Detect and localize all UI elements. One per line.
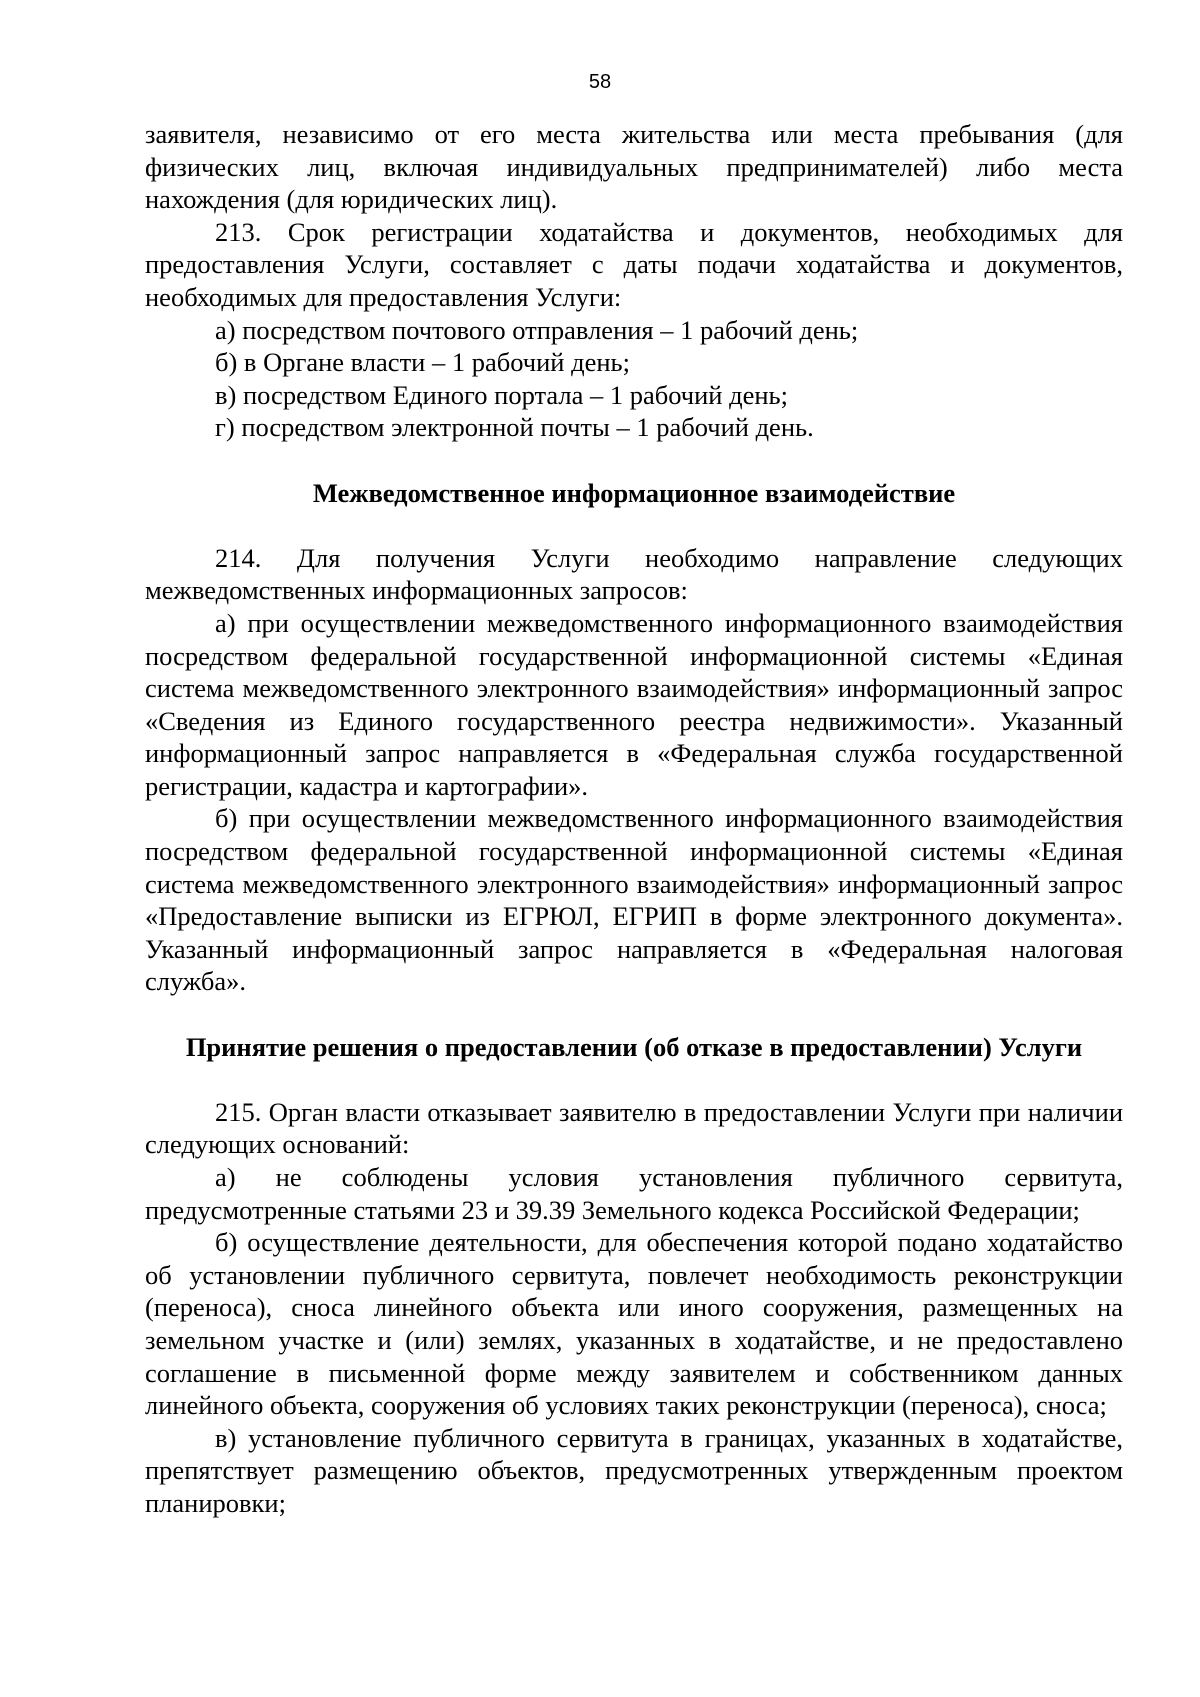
- list-item-213-c: в) посредством Единого портала – 1 рабочий день;: [215, 379, 788, 410]
- section-heading-interagency: Межведомственное информационное взаимодействие: [312, 477, 956, 508]
- list-item-215-c: в) установление публичного сервитута в границах, указанных в ходатайстве, препятствует размещению объектов, предусмотренных утвержденным проектом планировки;: [145, 1422, 1123, 1518]
- list-item-213-b: б) в Органе власти – 1 рабочий день;: [215, 347, 630, 378]
- list-item-214-a: а) при осуществлении межведомственного информационного взаимодействия посредством федеральной государственной информационной системы «Единая система межведомственного электронного взаимодействия» информационный запрос «Сведения из Единого государственного реестра недвижимости». Указанный информационный запрос направляется в «Федеральная служба государственной регистрации, кадастра и картографии».: [145, 607, 1123, 801]
- list-item-215-a: а) не соблюдены условия установления публичного сервитута, предусмотренные статьями 23 и 39.39 Земельного кодекса Российской Федерации;: [145, 1162, 1123, 1225]
- paragraph-215: 215. Орган власти отказывает заявителю в предоставлении Услуги при наличии следующих оснований:: [145, 1096, 1123, 1160]
- list-item-214-b: б) при осуществлении межведомственного информационного взаимодействия посредством федеральной государственной информационной системы «Единая система межведомственного электронного взаимодействия» информационный запрос «Предоставление выписки из ЕГРЮЛ, ЕГРИП в форме электронного документа». Указанный информационный запрос направляется в «Федеральная налоговая служба».: [145, 803, 1123, 997]
- paragraph-214: 214. Для получения Услуги необходимо направление следующих межведомственных информационных запросов:: [145, 542, 1123, 606]
- list-item-215-b: б) осуществление деятельности, для обеспечения которой подано ходатайство об установлении публичного сервитута, повлечет необходимость реконструкции (переноса), сноса линейного объекта или иного сооружения, размещенных на земельном участке и (или) землях, указанных в ходатайстве, и не предоставлено соглашение в письменной форме между заявителем и собственником данных линейного объекта, сооружения об условиях таких реконструкции (переноса), сноса;: [145, 1227, 1123, 1421]
- spacer: [145, 509, 1123, 542]
- list-item-213-a: а) посредством почтового отправления – 1 рабочий день;: [215, 314, 859, 345]
- section-heading-decision: Принятие решения о предоставлении (об отказе в предоставлении) Услуги: [185, 1031, 1083, 1062]
- page-number: 58: [588, 71, 612, 93]
- spacer: [145, 1063, 1123, 1096]
- list-item-213-d: г) посредством электронной почты – 1 рабочий день.: [215, 412, 814, 443]
- spacer: [145, 444, 1123, 477]
- paragraph-213: 213. Срок регистрации ходатайства и документов, необходимых для предоставления Услуги, составляет с даты подачи ходатайства и документов, необходимых для предоставления Услуги:: [145, 216, 1123, 312]
- document-body: [145, 118, 1123, 1520]
- continuation-paragraph: заявителя, независимо от его места жительства или места пребывания (для физических лиц, включая индивидуальных предпринимателей) либо места нахождения (для юридических лиц).: [145, 119, 1123, 215]
- spacer: [145, 998, 1123, 1031]
